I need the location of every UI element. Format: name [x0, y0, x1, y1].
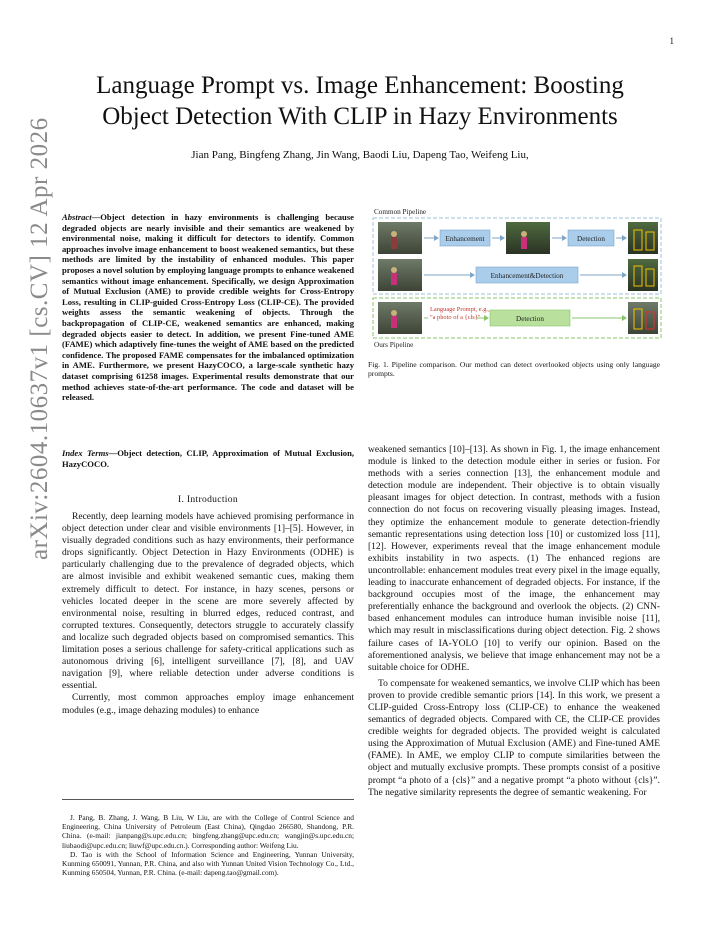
abstract	[62, 212, 354, 403]
pipeline-figure	[372, 208, 662, 354]
body-paragraph: To compensate for weakened semantics, we involve CLIP which has been proven to provide credible semantic priors [14]. In this work, we present a CLIP-guided Cross-Entropy loss (CLIP-CE) to enhance the weakened semantics of degraded objects. Compared with CE, the CLIP-CE provides credible weights for degraded objects. The provided weight is calculated using the Approximation of Mutual Exclusion (AME) and Fine-tuned AME (FAME). In AME, we employ CLIP to compute similarities between the object and mutually exclusive prompts. These prompts consist of a positive prompt “a photo of a {cls}” and a negative prompt “a photo without {cls}”. The negative similarity represents the degree of semantic weakening. For	[368, 678, 660, 798]
abstract-label: Abstract	[62, 212, 92, 222]
ours-detection-label: Detection	[516, 315, 544, 323]
enhancement-label: Enhancement	[445, 235, 485, 243]
hazy-input-image-2	[378, 259, 422, 291]
section-heading: I. Introduction	[178, 494, 238, 505]
footnote-rule	[62, 799, 354, 800]
detection-label: Detection	[577, 235, 605, 243]
ours-pipeline-label: Ours Pipeline	[374, 341, 414, 349]
abstract-text: —Object detection in hazy environments is challenging because degraded objects are nearly invisible and their semantics are weakened by environmental noise, making it difficult for detectors to identify. Common approaches involve image enhancement to boost weakened semantics, but these methods are limited by the instability of enhanced modules. This paper proposes a novel solution by employing language prompts to enhance weakened semantics without image enhancement. Specifically, we design Approximation of Mutual Exclusion (AME) to provide credible weights for Cross-Entropy Loss, resulting in CLIP-guided Cross-Entropy Loss (CLIP-CE). The provided weights assess the semantic weakening of objects. Through the backpropagation of CLIP-CE, weakened semantics are enhanced, making degraded objects easier to detect. In addition, we present Fine-tuned AME (FAME) which adaptively fine-tunes the weight of AME based on the predicted confidence. The proposed FAME compensates for the imbalanced optimization in AME. Furthermore, we present HazyCOCO, a large-scale synthetic hazy dataset comprising 61258 images. Experimental results demonstrate that our method achieves state-of-the-art performance. The code and dataset will be released.	[62, 212, 354, 403]
footnote-affiliation-2: D. Tao is with the School of Information Science and Engineering, Yunnan University, Kunming 650091, Yunnan, P.R. China, and also with Yunnan United Vision Technology Co., Ltd., Kunming 650504, Yunnan, P.R. China. (e-mail: dapeng.tao@gmail.com).	[62, 849, 354, 878]
index-terms-text: —Object detection, CLIP, Approximation of Mutual Exclusion, HazyCOCO.	[62, 448, 354, 469]
common-pipeline-label: Common Pipeline	[374, 208, 427, 216]
footnote-affiliation-1: J. Pang, B. Zhang, J. Wang, B Liu, W Liu, are with the College of Control Science and Engineering, China University of Petroleum (East China), Qingdao 266580, Shandong, P.R. China. (e-mail: jianpang@s.upc.edu.cn; bingfeng.zhang@upc.edu.cn; wangjin@s.upc.edu.cn; liubaodi@upc.edu.cn; liuwf@upc.edu.cn.). Corresponding author: Weifeng Liu.	[62, 813, 354, 850]
hazy-input-image-3	[378, 302, 422, 334]
right-column-text	[368, 444, 660, 799]
title-line-2: Object Detection With CLIP in Hazy Environments	[102, 103, 618, 130]
footnotes	[62, 813, 354, 877]
body-paragraph: weakened semantics [10]–[13]. As shown in Fig. 1, the image enhancement module is linked to the detection module either in series or fusion. For methods with a series connection [13], the enhancement module and detection module are independent. Their objective is to obtain visually pleasant images for object detection. In contrast, methods with a fusion connection do not focus on recovering visually pleasing images. Instead, they optimize the enhancement module to generate detection-friendly semantic representations using detection loss [10] or customized loss [11], [12]. However, experiments reveal that the image enhancement module exhibits instability in two aspects. (1) The enhanced regions are uncontrollable: enhancement modules treat every pixel in the image equally, leading to inaccurate enhancement of degraded objects. For instance, if the background occupies most of the image, the enhancement may preferentially enhance the background and overlook the objects. (2) CNN-based enhancement modules can introduce human invisible noise [11], which may result in misclassifications during object detection. Fig. 2 shows failure cases of IA-YOLO [10] to verify our opinion. Based on the aforementioned analysis, we believe that image enhancement may not be a suitable choice for ODHE.	[368, 445, 660, 673]
introduction-text	[62, 511, 354, 717]
index-terms-label: Index Terms	[62, 448, 109, 458]
intro-paragraph: Currently, most common approaches employ image enhancement modules (e.g., image dehazing modules) to enhance	[62, 693, 354, 716]
prompt-line-1: Language Prompt, e.g.,	[430, 306, 490, 313]
prompt-line-2: "a photo of a {cls}"	[430, 314, 481, 321]
author-list: Jian Pang, Bingfeng Zhang, Jin Wang, Baodi Liu, Dapeng Tao, Weifeng Liu,	[191, 149, 529, 161]
figure-caption: Fig. 1. Pipeline comparison. Our method can detect overlooked objects using only language prompts.	[368, 360, 660, 379]
hazy-input-image	[378, 222, 422, 254]
enhancement-detection-label: Enhancement&Detection	[490, 272, 564, 280]
page-number: 1	[669, 36, 674, 46]
paper-title	[40, 70, 680, 132]
enhanced-image	[506, 222, 550, 254]
title-line-1: Language Prompt vs. Image Enhancement: Boosting	[96, 72, 624, 99]
index-terms	[62, 448, 354, 469]
arxiv-stamp: arXiv:2604.10637v1 [cs.CV] 12 Apr 2026	[26, 117, 53, 560]
intro-paragraph: Recently, deep learning models have achieved promising performance in object detection under clear and visible environments [1]–[5]. However, in visually degraded conditions such as hazy environments, their performance drops significantly. Object Detection in Hazy Environments (ODHE) is particularly challenging due to the prevalence of degraded objects, which are almost invisible and exhibit weakened semantic cues, making them extremely difficult to detect. For instance, in hazy scenes, persons or vehicles located deeper in the scene are more severely affected by environmental noise, resulting in blurred edges, reduced contrast, and corrupted textures. Consequently, detectors struggle to accurately classify and localize such degraded objects based on compromised semantics. This limitation poses a serious challenge for safety-critical applications such as autonomous driving [6], intelligent surveillance [7], [8], and UAV navigation [9], where reliable detection under adverse conditions is essential.	[62, 512, 354, 692]
